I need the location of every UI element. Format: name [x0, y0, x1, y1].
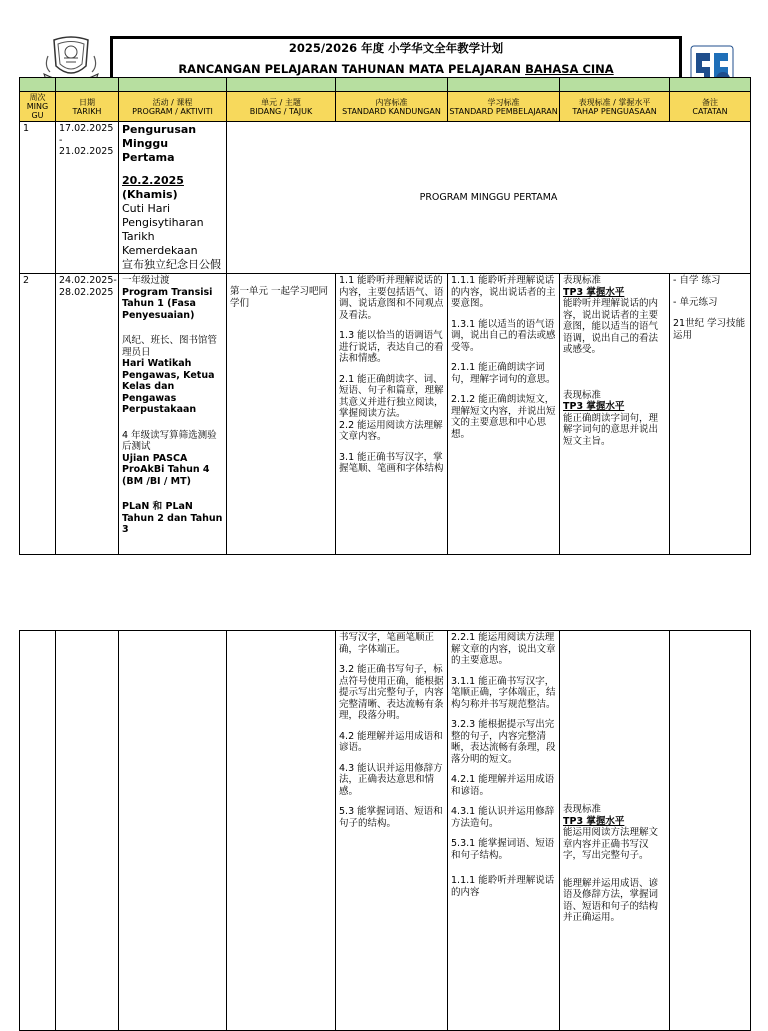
- tp-description: 能聆听并理解说话的内容，说出说话者的主要意图，能以适当的语气语调，说出自己的看法或感受。: [563, 298, 659, 355]
- sp-item: 2.2.1 能运用阅读方法理解文章的内容，说出文章的主要意思。: [451, 632, 556, 666]
- header-color-strip: [20, 78, 751, 92]
- col-header-week: 周次 MING GU: [20, 92, 56, 122]
- tp-cell: [560, 631, 670, 1031]
- week-date: 17.02.2025 - 21.02.2025: [56, 122, 119, 274]
- sp-item: 3.2.3 能根据提示写出完整的句子，内容完整清晰，表达流畅有条理，段落分明的短文。: [451, 719, 556, 765]
- sp-cell: [448, 274, 560, 555]
- sk-item: 1.1 能聆听并理解说话的内容，主要包括语气、语调、说话意图和不同观点及看法。: [339, 275, 444, 321]
- title-line-1: 2025/2026 年度 小学华文全年教学计划: [288, 41, 504, 55]
- sk-item: 书写汉字，笔画笔顺正确，字体端正。: [339, 632, 435, 655]
- week-number: 1: [20, 122, 56, 274]
- plan-table-page2: [19, 630, 751, 1031]
- sk-cell: [336, 631, 448, 1031]
- sp-item: 2.1.2 能正确朗读短文，理解短文内容，并说出短文的主要意思和中心思想。: [451, 394, 556, 440]
- tp-level: TP3 掌握水平: [563, 286, 625, 298]
- sp-item: 1.1.1 能聆听并理解说话的内容，说出说话者的主要意图。: [451, 275, 556, 309]
- col-header-tp: 表现标准 / 掌握水平 TAHAP PENGUASAAN: [560, 92, 670, 122]
- tp-description: 能运用阅读方法理解文章内容并正确书写汉字，写出完整句子。: [563, 827, 659, 861]
- table-row-week-2: [20, 274, 751, 555]
- holiday-date: 20.2.2025: [122, 174, 184, 187]
- sp-item: 1.3.1 能以适当的语气语调，说出自己的看法或感受等。: [451, 318, 556, 353]
- week-number: 2: [20, 274, 56, 555]
- tp-cell: [560, 274, 670, 555]
- plan-title: PLaN 和 PLaN Tahun 2 dan Tahun 3: [122, 501, 223, 535]
- col-header-sp: 学习标准 STANDARD PEMBELAJARAN: [448, 92, 560, 122]
- sk-item: 2.1 能正确朗读字、词、短语、句子和篇章，理解其意义并进行独立阅读，掌握阅读方法。: [339, 373, 444, 419]
- sp-item: 4.2.1 能理解并运用成语和谚语。: [451, 774, 555, 797]
- note-item: - 自学 练习: [673, 275, 721, 286]
- sk-item: 2.2 能运用阅读方法理解文章内容。: [339, 419, 443, 442]
- tp-level: TP3 掌握水平: [563, 815, 625, 827]
- notes-cell: [670, 274, 751, 555]
- duty-zh: 风纪、班长、图书馆管理员日: [122, 335, 218, 358]
- col-header-program: 活动 / 课程 PROGRAM / AKTIVITI: [119, 92, 227, 122]
- col-header-notes: 备注 CATATAN: [670, 92, 751, 122]
- title-prefix: RANCANGAN PELAJARAN TAHUNAN MATA PELAJARAN: [178, 62, 526, 76]
- note-item: - 单元练习: [673, 296, 718, 308]
- merged-first-week-note: PROGRAM MINGGU PERTAMA: [227, 122, 751, 274]
- week-date: 24.02.2025- 28.02.2025: [56, 274, 119, 555]
- program-cell: [119, 122, 227, 274]
- tp-head: 表现标准: [563, 804, 602, 815]
- sk-item: 4.3 能认识并运用修辞方法，正确表达意思和情感。: [339, 762, 443, 797]
- table-row-continued: [20, 631, 751, 1031]
- sp-item: 5.3.1 能掌握词语、短语和句子结构。: [451, 838, 555, 861]
- holiday-day: (Khamis): [122, 188, 178, 201]
- tp-head: 表现标准: [563, 389, 602, 401]
- note-item: 21世纪 学习技能运用: [673, 318, 746, 341]
- plan-table-page1: [19, 77, 751, 555]
- sp-item: 4.3.1 能认识并运用修辞方法造句。: [451, 806, 555, 829]
- sk-item: 3.2 能正确书写句子，标点符号使用正确，能根据提示写出完整句子，内容完整清晰、表达流畅有条理，段落分明。: [339, 664, 444, 721]
- holiday-description: Cuti Hari Pengisytiharan Tarikh Kemerdekaan: [122, 202, 204, 257]
- tp-description: 能理解并运用成语、谚语及修辞方法，掌握词语、短语和句子的结构并正确运用。: [563, 877, 659, 923]
- program-title: Pengurusan Minggu Pertama: [122, 123, 197, 164]
- sk-item: 5.3 能掌握词语、短语和句子的结构。: [339, 806, 443, 829]
- table-header-row: [20, 92, 751, 122]
- tp-description: 能正确朗读字词句，理解字词句的意思并说出短文主旨。: [563, 412, 659, 447]
- table-row-week-1: [20, 122, 751, 274]
- col-header-topic: 单元 / 主题 BIDANG / TAJUK: [227, 92, 336, 122]
- title-line-2: [113, 63, 679, 76]
- topic-cell: 第一单元 一起学习吧同学们: [227, 274, 336, 555]
- sp-item: 2.1.1 能正确朗读字词句，理解字词句的意思。: [451, 362, 556, 385]
- sk-item: 1.3 能以恰当的语调语气进行说话，表达自己的看法和情感。: [339, 330, 444, 364]
- holiday-description-zh: 宣布独立纪念日公假: [122, 258, 221, 271]
- sp-cell: [448, 631, 560, 1031]
- tp-level: TP3 掌握水平: [563, 401, 625, 412]
- sk-item: 4.2 能理解并运用成语和谚语。: [339, 730, 443, 753]
- program-zh: 一年级过渡: [122, 275, 170, 286]
- program-title: Program Transisi Tahun 1 (Fasa Penyesuaian): [122, 286, 213, 321]
- tp-head: 表现标准: [563, 275, 602, 286]
- test-zh: 4 年级读写算筛选测验后测试: [122, 429, 217, 452]
- sp-item: 3.1.1 能正确书写汉字，笔顺正确，字体端正，结构匀称并书写规范整洁。: [451, 675, 556, 710]
- document-title-box: [110, 36, 682, 80]
- sp-item: 1.1.1 能聆听并理解说话的内容: [451, 875, 555, 898]
- sk-cell: [336, 274, 448, 555]
- duty-title: Hari Watikah Pengawas, Ketua Kelas dan Pengawas Perpustakaan: [122, 358, 215, 415]
- program-cell: [119, 274, 227, 555]
- title-subject: BAHASA CINA: [525, 62, 614, 76]
- col-header-date: 日期 TARIKH: [56, 92, 119, 122]
- col-header-sk: 内容标准 STANDARD KANDUNGAN: [336, 92, 448, 122]
- sk-item: 3.1 能正确书写汉字，掌握笔顺、笔画和字体结构: [339, 451, 444, 474]
- test-title: Ujian PASCA ProAkBi Tahun 4 (BM /BI / MT): [122, 452, 210, 487]
